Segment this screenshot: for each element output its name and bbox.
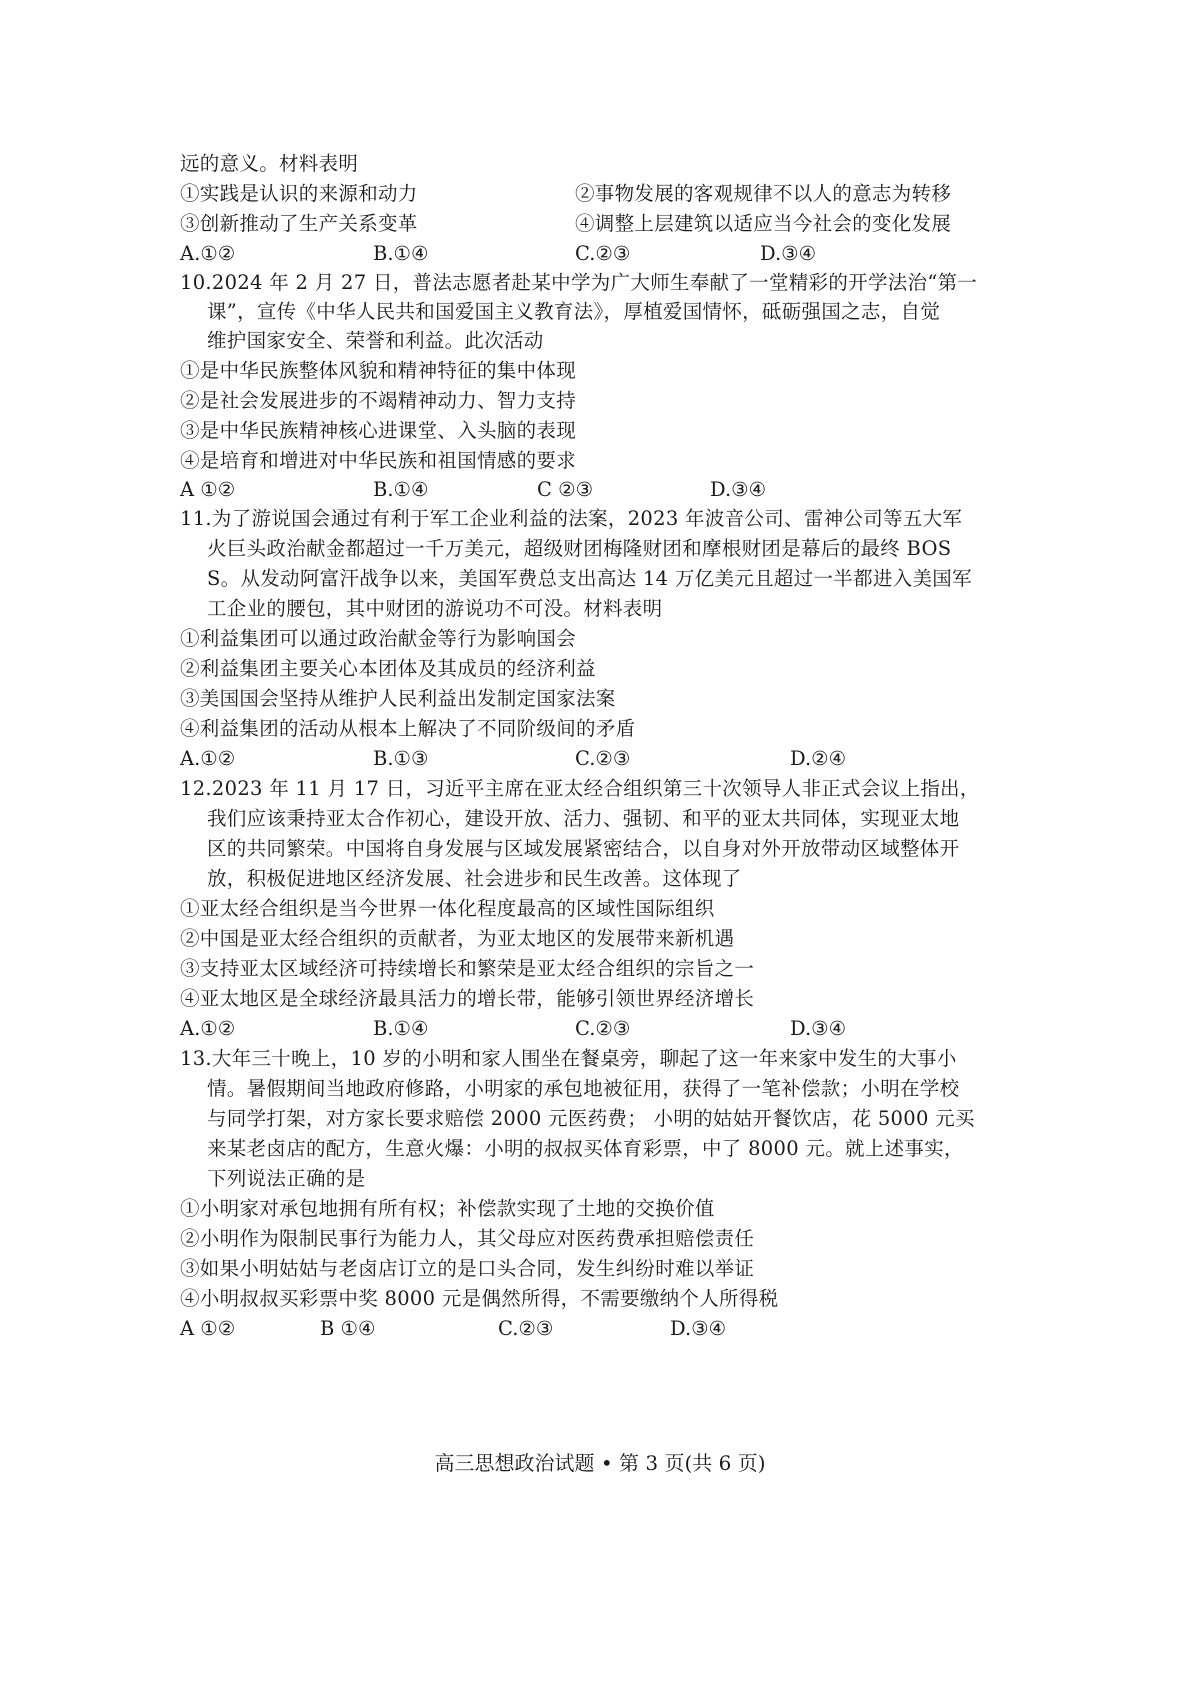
option-d: D.③④ (670, 1317, 727, 1340)
statement: ④小明叔叔买彩票中奖 8000 元是偶然所得，不需要缴纳个人所得税 (180, 1287, 779, 1310)
question-10-stem: 维护国家安全、荣誉和利益。此次活动 (207, 329, 544, 352)
answer-options (180, 1315, 1080, 1343)
statement: ④利益集团的活动从根本上解决了不同阶级间的矛盾 (180, 717, 636, 740)
option-b: B ①④ (320, 1317, 376, 1340)
question-13-stem: 与同学打架，对方家长要求赔偿 2000 元医药费； 小明的姑姑开餐饮店，花 5000 元买 (207, 1107, 975, 1130)
question-11-stem: 工企业的腰包，其中财团的游说功不可没。材料表明 (207, 597, 663, 620)
option-c: C.②③ (575, 1017, 631, 1040)
statement: ①亚太经合组织是当今世界一体化程度最高的区域性国际组织 (180, 897, 715, 920)
statement: ①是中华民族整体风貌和精神特征的集中体现 (180, 359, 577, 382)
question-13-stem: 情。暑假期间当地政府修路，小明家的承包地被征用，获得了一笔补偿款；小明在学校 (207, 1077, 960, 1100)
option-d: D.②④ (790, 747, 847, 770)
question-10-stem: 10.2024 年 2 月 27 日，普法志愿者赴某中学为广大师生奉献了一堂精彩的开学法治“第一 (180, 271, 978, 294)
statement: ①利益集团可以通过政治献金等行为影响国会 (180, 627, 577, 650)
question-13-stem: 下列说法正确的是 (207, 1167, 366, 1190)
option-a: A.①② (180, 242, 236, 265)
statement: ②中国是亚太经合组织的贡献者，为亚太地区的发展带来新机遇 (180, 927, 735, 950)
option-c: C.②③ (498, 1317, 554, 1340)
question-10-stem: 课”，宣传《中华人民共和国爱国主义教育法》，厚植爱国情怀，砥砺强国之志，自觉 (207, 300, 941, 323)
option-b: B.①④ (373, 1017, 429, 1040)
option-a: A ①② (180, 478, 236, 501)
statement: ④调整上层建筑以适应当今社会的变化发展 (575, 212, 952, 235)
option-d: D.③④ (760, 242, 817, 265)
page-footer: 高三思想政治试题 • 第 3 页(共 6 页) (434, 1451, 766, 1475)
statement: ②小明作为限制民事行为能力人，其父母应对医药费承担赔偿责任 (180, 1227, 755, 1250)
option-b: B.①④ (373, 478, 429, 501)
statement: ③支持亚太区域经济可持续增长和繁荣是亚太经合组织的宗旨之一 (180, 957, 755, 980)
option-b: B.①④ (373, 242, 429, 265)
statement: ③是中华民族精神核心进课堂、入头脑的表现 (180, 419, 577, 442)
statement: ③创新推动了生产关系变革 (180, 212, 418, 235)
question-11-stem: 11.为了游说国会通过有利于军工企业利益的法案，2023 年波音公司、雷神公司等五大军 (180, 507, 963, 530)
question-13-stem: 13.大年三十晚上，10 岁的小明和家人围坐在餐桌旁，聊起了这一年来家中发生的大事小 (180, 1047, 957, 1070)
question-11-stem: 火巨头政治献金都超过一千万美元，超级财团梅隆财团和摩根财团是幕后的最终 BOS (207, 537, 952, 560)
question-12-stem: 放，积极促进地区经济发展、社会进步和民生改善。这体现了 (207, 867, 742, 890)
option-d: D.③④ (710, 478, 767, 501)
answer-options (180, 745, 1080, 773)
statement: ①实践是认识的来源和动力 (180, 182, 418, 205)
statement: ①小明家对承包地拥有所有权；补偿款实现了土地的交换价值 (180, 1197, 715, 1220)
answer-options (180, 1015, 1080, 1043)
question-12-stem: 区的共同繁荣。中国将自身发展与区域发展紧密结合，以自身对外开放带动区域整体开 (207, 837, 960, 860)
option-c: C.②③ (575, 242, 631, 265)
option-a: A ①② (180, 1317, 236, 1340)
statement: ②事物发展的客观规律不以人的意志为转移 (575, 182, 952, 205)
answer-options (180, 476, 1080, 504)
option-d: D.③④ (790, 1017, 847, 1040)
option-c: C.②③ (575, 747, 631, 770)
answer-options (180, 240, 1080, 268)
statement: ④是培育和增进对中华民族和祖国情感的要求 (180, 449, 577, 472)
option-c: C ②③ (537, 478, 594, 501)
question-12-stem: 12.2023 年 11 月 17 日，习近平主席在亚太经合组织第三十次领导人非正式会议上指出， (180, 777, 980, 800)
question-13-stem: 来某老卤店的配方，生意火爆：小明的叔叔买体育彩票，中了 8000 元。就上述事实， (207, 1137, 964, 1160)
statement: ②利益集团主要关心本团体及其成员的经济利益 (180, 657, 596, 680)
question-12-stem: 我们应该秉持亚太合作初心，建设开放、活力、强韧、和平的亚太共同体，实现亚太地 (207, 807, 960, 830)
question-11-stem: S。从发动阿富汗战争以来，美国军费总支出高达 14 万亿美元且超过一半都进入美国军 (207, 567, 972, 590)
statement: ④亚太地区是全球经济最具活力的增长带，能够引领世界经济增长 (180, 987, 755, 1010)
option-a: A.①② (180, 1017, 236, 1040)
statement: ③如果小明姑姑与老卤店订立的是口头合同，发生纠纷时难以举证 (180, 1257, 755, 1280)
statement: ②是社会发展进步的不竭精神动力、智力支持 (180, 389, 577, 412)
option-b: B.①③ (373, 747, 429, 770)
intro-text: 远的意义。材料表明 (180, 152, 359, 175)
statement: ③美国国会坚持从维护人民利益出发制定国家法案 (180, 687, 616, 710)
option-a: A.①② (180, 747, 236, 770)
